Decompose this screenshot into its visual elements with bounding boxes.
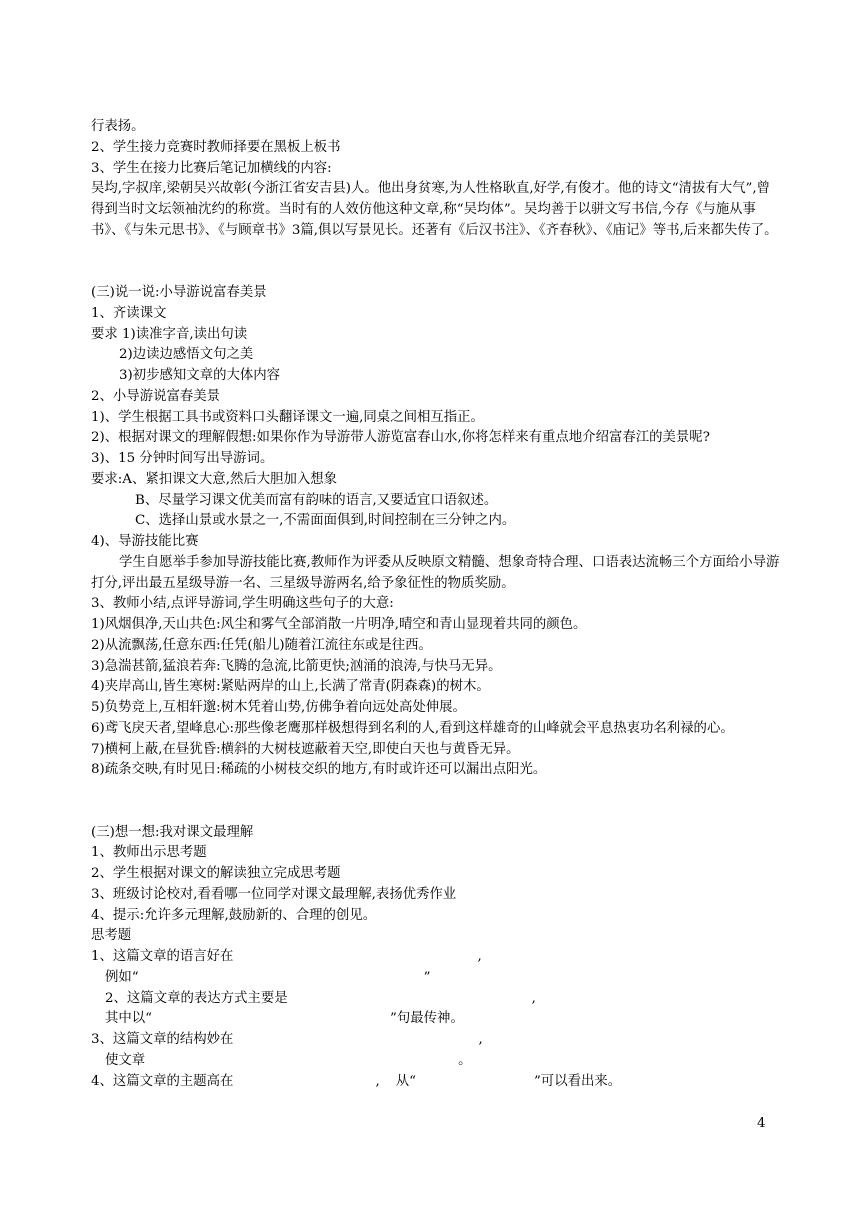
question-text: 使文章 [105,1052,146,1068]
question-line [91,1072,781,1093]
question-line [91,1009,781,1030]
blank-line [91,242,781,263]
text-line: C、选择山景或水景之一,不需面面俱到,时间控制在三分钟之内。 [135,513,516,529]
blank-line [91,262,781,283]
question-text: 例如“ [105,969,139,985]
text-line: 1、教师出示思考题 [91,845,207,861]
question-punct: , [478,1032,483,1047]
question-punct: ”可以看出来。 [533,1073,622,1089]
text-line: 2、学生接力竞赛时教师择要在黑板上板书 [91,139,341,155]
text-line: 6)鸢飞戾天者,望峰息心:那些像老鹰那样极想得到名利的人,看到这样雄奇的山峰就会平息热衷功名利禄的心。 [91,720,734,736]
question-punct: ” [423,969,431,985]
text-line: 1)、学生根据工具书或资料口头翻译课文一遍,同桌之间相互指正。 [91,409,484,425]
question-line [91,947,781,968]
question-line [91,968,781,989]
wu-jun-biography: 吴均,字叔庠,梁朝吴兴故彰(今浙江省安吉县)人。他出身贫寒,为人性格耿直,好学,有俊才。他的诗文“清拔有大气”,曾得到当时文坛领袖沈约的称赏。当时有的人效仿他这种文章,称“吴均体”。吴均善于以骈文写书信,今存《与施从事书》、《与朱元思书》、《与顾章书》3篇,俱以写景见长。还著有《后汉书注》、《齐春秋》、《庙记》等书,后来都失传了。 [91,181,778,238]
text-line: 4)夹岸高山,皆生寒树:紧贴两岸的山上,长满了常青(阴森森)的树木。 [91,679,490,695]
text-line: 8)疏条交映,有时见日:稀疏的小树枝交织的地方,有时或许还可以漏出点阳光。 [91,762,547,778]
text-line: 思考题 [91,928,132,944]
text-line: 2)边读边感悟文句之美 [119,347,254,363]
text-line: 1)风烟俱净,天山共色:风尘和雾气全部消散一片明净,晴空和青山显现着共同的颜色。 [91,617,587,632]
text-line: 3)、15 分钟时间写出导游词。 [91,451,274,466]
text-line: 5)负势竞上,互相轩邈:树木凭着山势,仿佛争着向远处高处伸展。 [91,700,466,715]
text-line: 要求:A、紧扣课文大意,然后大胆加入想象 [91,471,338,487]
question-punct: 。 [458,1052,472,1068]
question-line [91,989,781,1010]
text-line: 要求 1)读准字音,读出句读 [91,326,248,342]
question-punct: , [531,990,536,1006]
blank-line [91,802,781,823]
text-line: 3)急湍甚箭,猛浪若奔:飞腾的急流,比箭更快;汹涌的浪涛,与快马无异。 [91,658,502,674]
question-text: 从“ [395,1073,416,1089]
text-line: B、尽量学习课文优美而富有韵味的语言,又要适宜口语叙述。 [135,492,498,508]
question-text: 其中以“ [105,1011,153,1027]
text-line: 3、学生在接力比赛后笔记加横线的内容: [91,160,332,176]
text-line: 7)横柯上蔽,在昼犹昏:横斜的大树枝遮蔽着天空,即使白天也与黄昏无异。 [91,741,520,757]
question-punct: , [375,1073,380,1089]
page-content [91,117,781,1092]
question-punct: , [477,949,482,964]
text-line: 学生自愿举手参加导游技能比赛,教师作为评委从反映原文精髓、想象奇特合理、口语表达流畅三个方面给小导游打分,评出最五星级导游一名、三星级导游两名,给予象征性的物质奖励。 [91,554,780,591]
text-line: 3)初步感知文章的大体内容 [119,368,281,383]
page-number: 4 [757,1116,766,1131]
text-line: 2、小导游说富春美景 [91,388,221,404]
text-line: 3、班级讨论校对,看看哪一位同学对课文最理解,表扬优秀作业 [91,886,457,902]
section-heading: (三)想一想:我对课文最理解 [91,824,254,840]
text-line: 行表扬。 [91,119,145,134]
text-line: 3、教师小结,点评导游词,学生明确这些句子的大意: [91,596,394,612]
question-line [91,1051,781,1072]
text-line: 2、学生根据对课文的解读独立完成思考题 [91,866,341,881]
question-text: 1、这篇文章的语言好在 [91,949,234,964]
question-text: 4、这篇文章的主题高在 [91,1073,234,1089]
question-text: 3、这篇文章的结构妙在 [91,1032,234,1047]
text-line: 2)从流飘荡,任意东西:任凭(船儿)随着江流往东或是往西。 [91,637,432,653]
question-line [91,1030,781,1051]
text-line: 1、齐读课文 [91,305,167,321]
text-line: 4、提示:允许多元理解,鼓励新的、合理的创见。 [91,907,377,923]
section-heading: (三)说一说:小导游说富春美景 [91,285,267,300]
question-punct: ”句最传神。 [390,1011,464,1027]
text-line: 4)、导游技能比赛 [91,534,199,549]
blank-line [91,781,781,802]
text-line: 2)、根据对课文的理解假想:如果你作为导游带人游览富春山水,你将怎样来有重点地介绍富春江的美景呢? [91,430,710,446]
question-text: 2、这篇文章的表达方式主要是 [105,990,288,1006]
